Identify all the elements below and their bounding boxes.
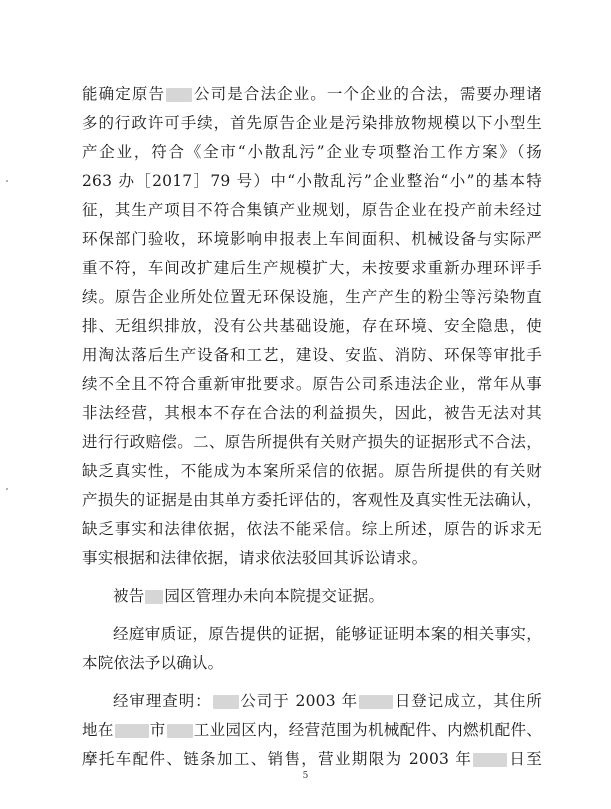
- text-line: [82, 457, 542, 486]
- text-segment: 事实根据和法律依据，请求依法驳回其诉讼请求。: [82, 549, 428, 567]
- text-line: [82, 167, 542, 196]
- margin-mark: [6, 180, 8, 182]
- text-segment: 公司于 2003 年: [239, 692, 359, 710]
- text-segment: 经庭审质证，原告提供的证据，能够证证明本案的相关事实，: [113, 625, 542, 643]
- text-line: [82, 225, 542, 254]
- text-line: [82, 80, 542, 109]
- text-segment: 被告: [113, 587, 145, 605]
- text-segment: 市: [149, 721, 166, 739]
- margin-mark: [6, 488, 8, 490]
- text-line: [82, 716, 542, 745]
- text-segment: 用淘汰落后生产设备和工艺，建设、安监、消防、环保等审批手: [82, 346, 542, 364]
- text-segment: 续。原告企业所处位置无环保设施，生产产生的粉尘等污染物直: [82, 288, 542, 306]
- text-segment: 非法经营，其根本不存在合法的利益损失，因此，被告无法对其: [82, 404, 542, 422]
- text-segment: 263 办［2017］79 号）中“小散乱污”企业整治“小”的基本特: [82, 172, 542, 190]
- redaction-mark: [145, 590, 163, 604]
- text-segment: 多的行政许可手续，首先原告企业是污染排放物规模以下小型生: [82, 114, 542, 132]
- text-segment: 环保部门验收，环境影响申报表上车间面积、机械设备与实际严: [82, 230, 542, 248]
- text-segment: 地在: [82, 721, 114, 739]
- text-line: [82, 109, 542, 138]
- text-line: [82, 582, 542, 611]
- text-segment: 产企业，符合《全市“小散乱污”企业专项整治工作方案》（扬: [82, 143, 542, 161]
- text-segment: 日登记成立，其住所: [394, 692, 542, 710]
- text-segment: 征，其生产项目不符合集镇产业规划，原告企业在投产前未经过: [82, 201, 542, 219]
- text-segment: 缺乏事实和法律依据，依法不能采信。综上所述，原告的诉求无: [82, 520, 542, 538]
- page-number: 5: [302, 771, 309, 781]
- redaction-mark: [115, 724, 149, 738]
- text-segment: 日至: [508, 750, 542, 768]
- text-segment: 经审理查明：: [113, 692, 212, 710]
- text-line: [82, 283, 542, 312]
- redaction-mark: [473, 753, 507, 767]
- text-segment: 缺乏真实性，不能成为本案所采信的依据。原告所提供的有关财: [82, 462, 542, 480]
- text-segment: 产损失的证据是由其单方委托评估的，客观性及真实性无法确认，: [82, 491, 542, 509]
- text-line: [82, 649, 542, 678]
- text-line: [82, 544, 542, 573]
- text-line: [82, 341, 542, 370]
- text-line: [82, 687, 542, 716]
- redaction-mark: [359, 695, 393, 709]
- body-text: [82, 80, 542, 774]
- text-line: [82, 428, 542, 457]
- text-segment: 园区管理办未向本院提交证据。: [164, 587, 385, 605]
- text-line: [82, 620, 542, 649]
- text-segment: 排、无组织排放，没有公共基础设施，存在环境、安全隐患，使: [82, 317, 542, 335]
- text-segment: 进行行政赔偿。二、原告所提供有关财产损失的证据形式不合法，: [82, 433, 542, 451]
- text-line: [82, 399, 542, 428]
- text-line: [82, 254, 542, 283]
- text-segment: 公司是合法企业。一个企业的合法，需要办理诸: [193, 85, 542, 103]
- text-segment: 本院依法予以确认。: [82, 654, 224, 672]
- redaction-mark: [167, 724, 193, 738]
- text-segment: 能确定原告: [82, 85, 166, 103]
- text-segment: 工业园区内，经营范围为机械配件、内燃机配件、: [193, 721, 542, 739]
- text-segment: 重不符，车间改扩建后生产规模扩大，未按要求重新办理环评手: [82, 259, 542, 277]
- text-line: [82, 515, 542, 544]
- text-line: [82, 745, 542, 774]
- text-segment: 摩托车配件、链条加工、销售，营业期限为 2003 年: [82, 750, 473, 768]
- redaction-mark: [166, 88, 192, 102]
- text-line: [82, 196, 542, 225]
- text-line: [82, 138, 542, 167]
- text-segment: 续不全且不符合重新审批要求。原告公司系违法企业，常年从事: [82, 375, 542, 393]
- text-line: [82, 312, 542, 341]
- redaction-mark: [213, 695, 239, 709]
- text-line: [82, 370, 542, 399]
- text-line: [82, 486, 542, 515]
